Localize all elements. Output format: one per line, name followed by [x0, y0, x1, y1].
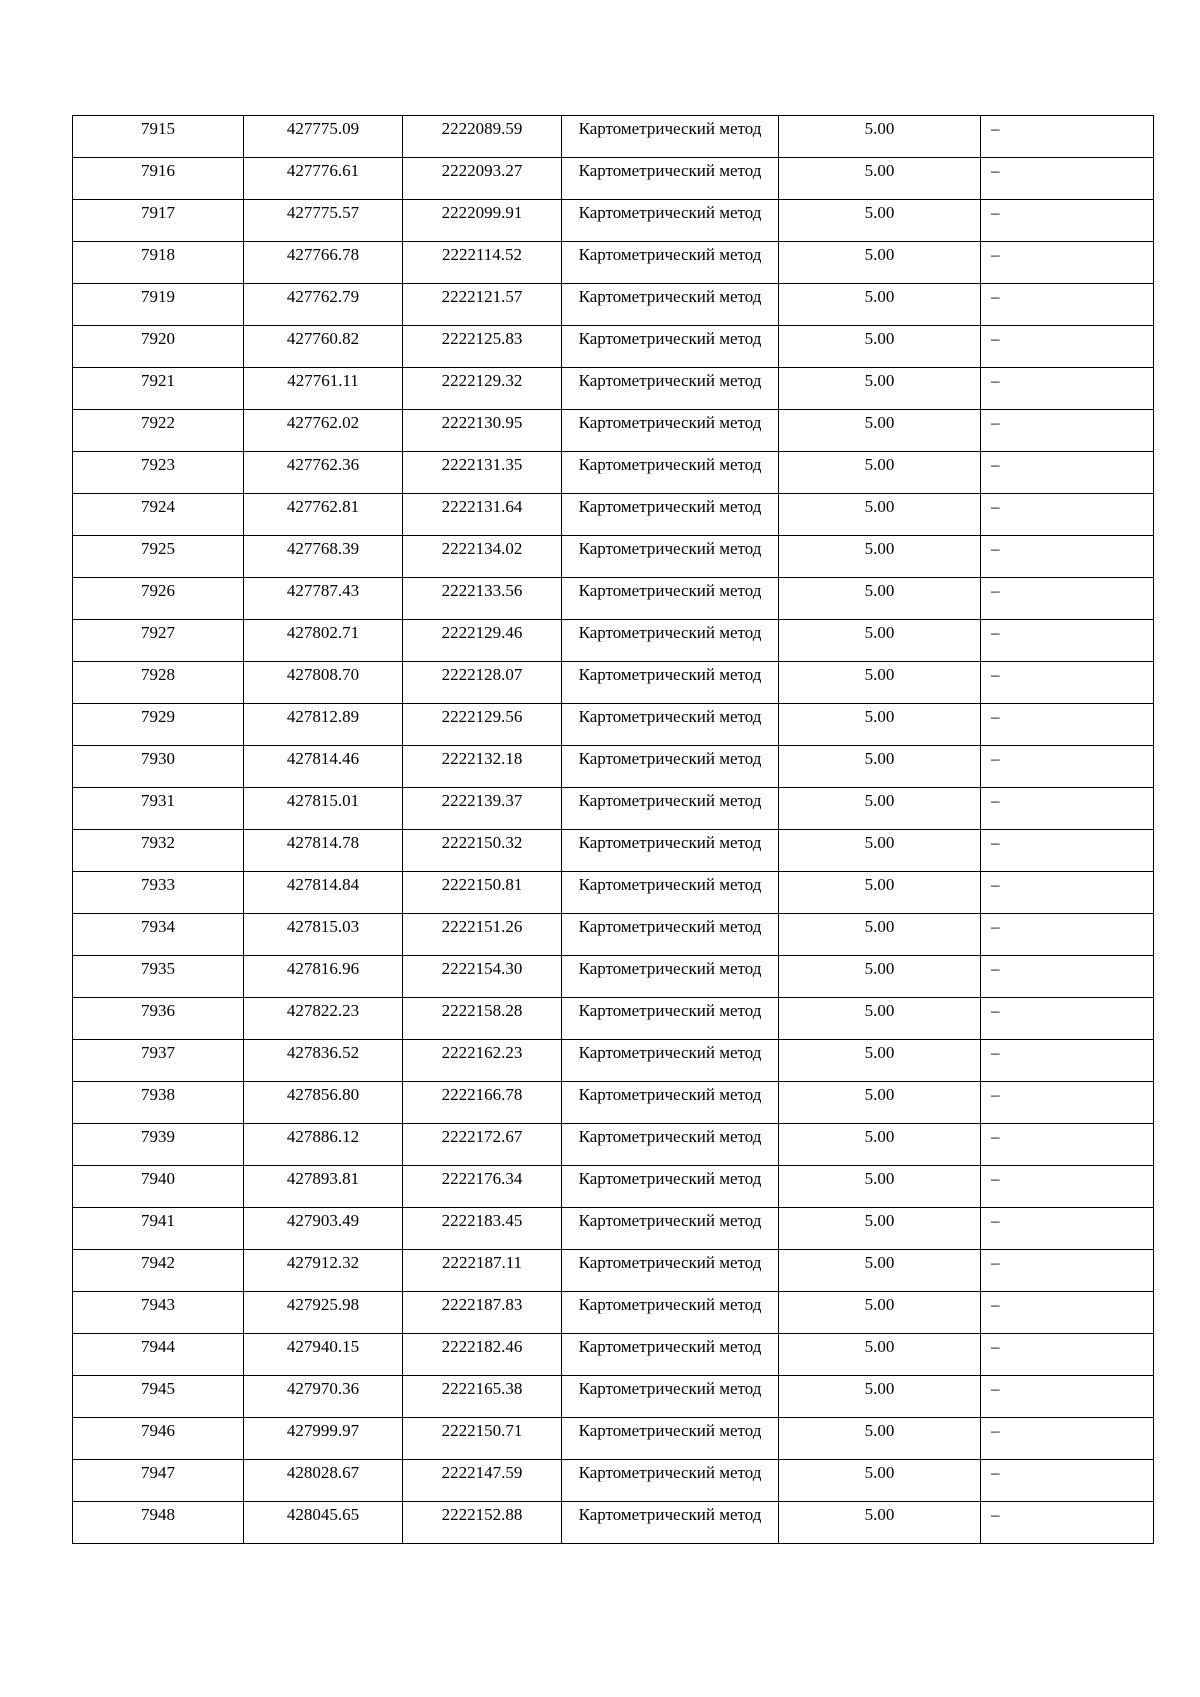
note-cell: – [981, 1166, 1154, 1208]
x-coordinate-cell: 428028.67 [244, 1460, 403, 1502]
accuracy-cell: 5.00 [779, 284, 981, 326]
table-row [73, 998, 1154, 1040]
x-coordinate-cell: 427822.23 [244, 998, 403, 1040]
note-cell: – [981, 1502, 1154, 1544]
point-number-cell: 7936 [73, 998, 244, 1040]
method-cell: Картометрический метод [562, 494, 779, 536]
method-cell: Картометрический метод [562, 1418, 779, 1460]
point-number-cell: 7920 [73, 326, 244, 368]
method-cell: Картометрический метод [562, 956, 779, 998]
y-coordinate-cell: 2222121.57 [403, 284, 562, 326]
accuracy-cell: 5.00 [779, 704, 981, 746]
x-coordinate-cell: 427766.78 [244, 242, 403, 284]
y-coordinate-cell: 2222166.78 [403, 1082, 562, 1124]
point-number-cell: 7931 [73, 788, 244, 830]
note-cell: – [981, 872, 1154, 914]
point-number-cell: 7940 [73, 1166, 244, 1208]
table-row [73, 494, 1154, 536]
x-coordinate-cell: 427761.11 [244, 368, 403, 410]
point-number-cell: 7933 [73, 872, 244, 914]
note-cell: – [981, 200, 1154, 242]
note-cell: – [981, 662, 1154, 704]
point-number-cell: 7922 [73, 410, 244, 452]
coordinates-table [72, 115, 1154, 1544]
accuracy-cell: 5.00 [779, 494, 981, 536]
x-coordinate-cell: 427856.80 [244, 1082, 403, 1124]
point-number-cell: 7939 [73, 1124, 244, 1166]
table-row [73, 326, 1154, 368]
accuracy-cell: 5.00 [779, 368, 981, 410]
x-coordinate-cell: 427775.09 [244, 116, 403, 158]
x-coordinate-cell: 427814.84 [244, 872, 403, 914]
point-number-cell: 7926 [73, 578, 244, 620]
x-coordinate-cell: 427903.49 [244, 1208, 403, 1250]
point-number-cell: 7930 [73, 746, 244, 788]
y-coordinate-cell: 2222150.32 [403, 830, 562, 872]
y-coordinate-cell: 2222089.59 [403, 116, 562, 158]
note-cell: – [981, 1376, 1154, 1418]
y-coordinate-cell: 2222129.56 [403, 704, 562, 746]
point-number-cell: 7942 [73, 1250, 244, 1292]
accuracy-cell: 5.00 [779, 662, 981, 704]
method-cell: Картометрический метод [562, 914, 779, 956]
note-cell: – [981, 1082, 1154, 1124]
note-cell: – [981, 788, 1154, 830]
note-cell: – [981, 494, 1154, 536]
point-number-cell: 7929 [73, 704, 244, 746]
table-row [73, 914, 1154, 956]
table-row [73, 956, 1154, 998]
x-coordinate-cell: 428045.65 [244, 1502, 403, 1544]
method-cell: Картометрический метод [562, 284, 779, 326]
table-row [73, 1208, 1154, 1250]
x-coordinate-cell: 427768.39 [244, 536, 403, 578]
table-row [73, 158, 1154, 200]
note-cell: – [981, 1124, 1154, 1166]
y-coordinate-cell: 2222183.45 [403, 1208, 562, 1250]
note-cell: – [981, 158, 1154, 200]
y-coordinate-cell: 2222158.28 [403, 998, 562, 1040]
method-cell: Картометрический метод [562, 452, 779, 494]
point-number-cell: 7924 [73, 494, 244, 536]
table-row [73, 1334, 1154, 1376]
x-coordinate-cell: 427776.61 [244, 158, 403, 200]
accuracy-cell: 5.00 [779, 242, 981, 284]
accuracy-cell: 5.00 [779, 1124, 981, 1166]
x-coordinate-cell: 427836.52 [244, 1040, 403, 1082]
point-number-cell: 7948 [73, 1502, 244, 1544]
point-number-cell: 7925 [73, 536, 244, 578]
accuracy-cell: 5.00 [779, 1040, 981, 1082]
point-number-cell: 7937 [73, 1040, 244, 1082]
y-coordinate-cell: 2222130.95 [403, 410, 562, 452]
table-row [73, 872, 1154, 914]
table-row [73, 746, 1154, 788]
accuracy-cell: 5.00 [779, 410, 981, 452]
method-cell: Картометрический метод [562, 1040, 779, 1082]
x-coordinate-cell: 427787.43 [244, 578, 403, 620]
y-coordinate-cell: 2222154.30 [403, 956, 562, 998]
point-number-cell: 7921 [73, 368, 244, 410]
x-coordinate-cell: 427762.79 [244, 284, 403, 326]
method-cell: Картометрический метод [562, 1376, 779, 1418]
method-cell: Картометрический метод [562, 1082, 779, 1124]
x-coordinate-cell: 427812.89 [244, 704, 403, 746]
y-coordinate-cell: 2222093.27 [403, 158, 562, 200]
method-cell: Картометрический метод [562, 830, 779, 872]
accuracy-cell: 5.00 [779, 1250, 981, 1292]
point-number-cell: 7947 [73, 1460, 244, 1502]
y-coordinate-cell: 2222131.64 [403, 494, 562, 536]
method-cell: Картометрический метод [562, 368, 779, 410]
note-cell: – [981, 1418, 1154, 1460]
y-coordinate-cell: 2222150.71 [403, 1418, 562, 1460]
table-row [73, 1376, 1154, 1418]
note-cell: – [981, 1040, 1154, 1082]
x-coordinate-cell: 427912.32 [244, 1250, 403, 1292]
method-cell: Картометрический метод [562, 662, 779, 704]
accuracy-cell: 5.00 [779, 1166, 981, 1208]
point-number-cell: 7944 [73, 1334, 244, 1376]
y-coordinate-cell: 2222114.52 [403, 242, 562, 284]
method-cell: Картометрический метод [562, 536, 779, 578]
y-coordinate-cell: 2222099.91 [403, 200, 562, 242]
note-cell: – [981, 368, 1154, 410]
note-cell: – [981, 1292, 1154, 1334]
x-coordinate-cell: 427814.78 [244, 830, 403, 872]
x-coordinate-cell: 427802.71 [244, 620, 403, 662]
note-cell: – [981, 1460, 1154, 1502]
table-row [73, 1460, 1154, 1502]
table-row [73, 1124, 1154, 1166]
table-row [73, 1502, 1154, 1544]
note-cell: – [981, 410, 1154, 452]
y-coordinate-cell: 2222139.37 [403, 788, 562, 830]
accuracy-cell: 5.00 [779, 326, 981, 368]
y-coordinate-cell: 2222132.18 [403, 746, 562, 788]
y-coordinate-cell: 2222125.83 [403, 326, 562, 368]
accuracy-cell: 5.00 [779, 1334, 981, 1376]
method-cell: Картометрический метод [562, 1208, 779, 1250]
method-cell: Картометрический метод [562, 1502, 779, 1544]
point-number-cell: 7917 [73, 200, 244, 242]
x-coordinate-cell: 427893.81 [244, 1166, 403, 1208]
table-row [73, 116, 1154, 158]
x-coordinate-cell: 427940.15 [244, 1334, 403, 1376]
table-row [73, 452, 1154, 494]
method-cell: Картометрический метод [562, 998, 779, 1040]
method-cell: Картометрический метод [562, 410, 779, 452]
note-cell: – [981, 704, 1154, 746]
x-coordinate-cell: 427814.46 [244, 746, 403, 788]
y-coordinate-cell: 2222162.23 [403, 1040, 562, 1082]
x-coordinate-cell: 427970.36 [244, 1376, 403, 1418]
accuracy-cell: 5.00 [779, 158, 981, 200]
note-cell: – [981, 1208, 1154, 1250]
table-row [73, 662, 1154, 704]
y-coordinate-cell: 2222129.32 [403, 368, 562, 410]
method-cell: Картометрический метод [562, 872, 779, 914]
accuracy-cell: 5.00 [779, 452, 981, 494]
accuracy-cell: 5.00 [779, 788, 981, 830]
table-row [73, 1292, 1154, 1334]
table-row [73, 410, 1154, 452]
note-cell: – [981, 116, 1154, 158]
table-row [73, 1166, 1154, 1208]
note-cell: – [981, 914, 1154, 956]
table-row [73, 1418, 1154, 1460]
method-cell: Картометрический метод [562, 1460, 779, 1502]
method-cell: Картометрический метод [562, 1292, 779, 1334]
point-number-cell: 7938 [73, 1082, 244, 1124]
point-number-cell: 7946 [73, 1418, 244, 1460]
x-coordinate-cell: 427762.81 [244, 494, 403, 536]
method-cell: Картометрический метод [562, 1250, 779, 1292]
note-cell: – [981, 956, 1154, 998]
table-row [73, 242, 1154, 284]
accuracy-cell: 5.00 [779, 872, 981, 914]
point-number-cell: 7932 [73, 830, 244, 872]
note-cell: – [981, 620, 1154, 662]
y-coordinate-cell: 2222128.07 [403, 662, 562, 704]
accuracy-cell: 5.00 [779, 1376, 981, 1418]
table-row [73, 200, 1154, 242]
accuracy-cell: 5.00 [779, 746, 981, 788]
point-number-cell: 7918 [73, 242, 244, 284]
method-cell: Картометрический метод [562, 620, 779, 662]
accuracy-cell: 5.00 [779, 1082, 981, 1124]
x-coordinate-cell: 427815.01 [244, 788, 403, 830]
y-coordinate-cell: 2222134.02 [403, 536, 562, 578]
point-number-cell: 7923 [73, 452, 244, 494]
x-coordinate-cell: 427815.03 [244, 914, 403, 956]
method-cell: Картометрический метод [562, 242, 779, 284]
accuracy-cell: 5.00 [779, 536, 981, 578]
point-number-cell: 7927 [73, 620, 244, 662]
y-coordinate-cell: 2222150.81 [403, 872, 562, 914]
table-row [73, 578, 1154, 620]
y-coordinate-cell: 2222133.56 [403, 578, 562, 620]
note-cell: – [981, 452, 1154, 494]
x-coordinate-cell: 427886.12 [244, 1124, 403, 1166]
coordinates-table-body [73, 116, 1154, 1544]
accuracy-cell: 5.00 [779, 1502, 981, 1544]
accuracy-cell: 5.00 [779, 1208, 981, 1250]
table-row [73, 536, 1154, 578]
method-cell: Картометрический метод [562, 746, 779, 788]
y-coordinate-cell: 2222147.59 [403, 1460, 562, 1502]
accuracy-cell: 5.00 [779, 578, 981, 620]
note-cell: – [981, 326, 1154, 368]
y-coordinate-cell: 2222182.46 [403, 1334, 562, 1376]
note-cell: – [981, 1334, 1154, 1376]
method-cell: Картометрический метод [562, 116, 779, 158]
x-coordinate-cell: 427775.57 [244, 200, 403, 242]
table-row [73, 368, 1154, 410]
x-coordinate-cell: 427816.96 [244, 956, 403, 998]
note-cell: – [981, 284, 1154, 326]
y-coordinate-cell: 2222176.34 [403, 1166, 562, 1208]
point-number-cell: 7919 [73, 284, 244, 326]
method-cell: Картометрический метод [562, 326, 779, 368]
method-cell: Картометрический метод [562, 1166, 779, 1208]
point-number-cell: 7941 [73, 1208, 244, 1250]
y-coordinate-cell: 2222187.83 [403, 1292, 562, 1334]
accuracy-cell: 5.00 [779, 914, 981, 956]
table-row [73, 620, 1154, 662]
note-cell: – [981, 1250, 1154, 1292]
method-cell: Картометрический метод [562, 158, 779, 200]
accuracy-cell: 5.00 [779, 1460, 981, 1502]
note-cell: – [981, 830, 1154, 872]
y-coordinate-cell: 2222151.26 [403, 914, 562, 956]
note-cell: – [981, 998, 1154, 1040]
x-coordinate-cell: 427762.36 [244, 452, 403, 494]
point-number-cell: 7928 [73, 662, 244, 704]
table-row [73, 704, 1154, 746]
accuracy-cell: 5.00 [779, 998, 981, 1040]
note-cell: – [981, 242, 1154, 284]
accuracy-cell: 5.00 [779, 956, 981, 998]
point-number-cell: 7943 [73, 1292, 244, 1334]
method-cell: Картометрический метод [562, 1334, 779, 1376]
method-cell: Картометрический метод [562, 200, 779, 242]
table-row [73, 1082, 1154, 1124]
y-coordinate-cell: 2222152.88 [403, 1502, 562, 1544]
table-row [73, 1040, 1154, 1082]
x-coordinate-cell: 427999.97 [244, 1418, 403, 1460]
y-coordinate-cell: 2222165.38 [403, 1376, 562, 1418]
point-number-cell: 7945 [73, 1376, 244, 1418]
method-cell: Картометрический метод [562, 1124, 779, 1166]
x-coordinate-cell: 427808.70 [244, 662, 403, 704]
method-cell: Картометрический метод [562, 788, 779, 830]
y-coordinate-cell: 2222187.11 [403, 1250, 562, 1292]
table-row [73, 830, 1154, 872]
x-coordinate-cell: 427925.98 [244, 1292, 403, 1334]
note-cell: – [981, 578, 1154, 620]
accuracy-cell: 5.00 [779, 116, 981, 158]
table-row [73, 284, 1154, 326]
point-number-cell: 7935 [73, 956, 244, 998]
accuracy-cell: 5.00 [779, 830, 981, 872]
x-coordinate-cell: 427760.82 [244, 326, 403, 368]
accuracy-cell: 5.00 [779, 1418, 981, 1460]
accuracy-cell: 5.00 [779, 1292, 981, 1334]
x-coordinate-cell: 427762.02 [244, 410, 403, 452]
point-number-cell: 7916 [73, 158, 244, 200]
method-cell: Картометрический метод [562, 704, 779, 746]
point-number-cell: 7934 [73, 914, 244, 956]
table-row [73, 788, 1154, 830]
note-cell: – [981, 746, 1154, 788]
y-coordinate-cell: 2222129.46 [403, 620, 562, 662]
accuracy-cell: 5.00 [779, 200, 981, 242]
note-cell: – [981, 536, 1154, 578]
y-coordinate-cell: 2222172.67 [403, 1124, 562, 1166]
method-cell: Картометрический метод [562, 578, 779, 620]
y-coordinate-cell: 2222131.35 [403, 452, 562, 494]
point-number-cell: 7915 [73, 116, 244, 158]
accuracy-cell: 5.00 [779, 620, 981, 662]
table-row [73, 1250, 1154, 1292]
